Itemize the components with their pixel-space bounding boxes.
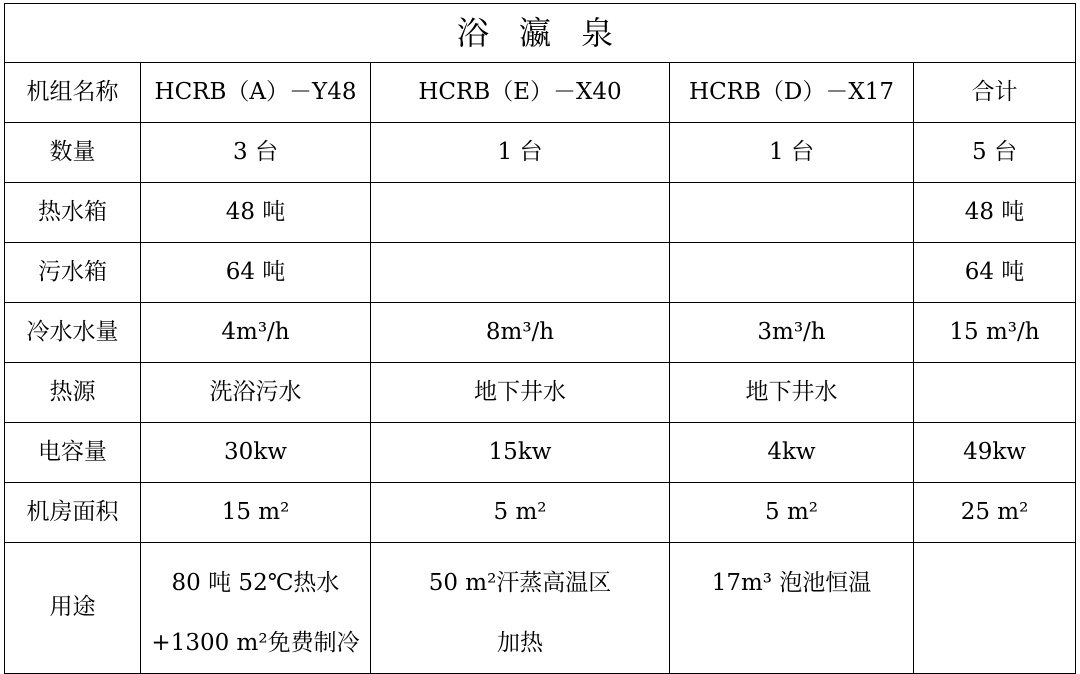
- row-label-heat-source: 热源: [5, 363, 141, 423]
- table-cell: 5 m²: [670, 483, 914, 543]
- header-cell-model-e: HCRB（E）－X40: [371, 63, 670, 123]
- table-cell: 30kw: [141, 423, 371, 483]
- table-cell: 1 台: [670, 123, 914, 183]
- row-label-machine-room-area: 机房面积: [5, 483, 141, 543]
- usage-a-line-2: +1300 m²免费制冷: [151, 630, 360, 656]
- row-label-cold-water-flow: 冷水水量: [5, 303, 141, 363]
- table-cell: 洗浴污水: [141, 363, 371, 423]
- title-row: [5, 4, 1076, 63]
- table-cell: 4kw: [670, 423, 914, 483]
- usage-d-line-1: 17m³ 泡池恒温: [711, 570, 872, 596]
- row-label-usage: 用途: [5, 543, 141, 674]
- row-label-quantity: 数量: [5, 123, 141, 183]
- usage-a-line-1: 80 吨 52℃热水: [171, 570, 340, 596]
- table-cell: 8m³/h: [371, 303, 670, 363]
- usage-cell-model-d: [670, 543, 914, 674]
- table-cell: 3 台: [141, 123, 371, 183]
- table-row: [5, 243, 1076, 303]
- table-cell: [670, 243, 914, 303]
- table-cell: 1 台: [371, 123, 670, 183]
- table-row: [5, 303, 1076, 363]
- table-row: [5, 423, 1076, 483]
- header-cell-unit-name: 机组名称: [5, 63, 141, 123]
- equipment-spec-table: [4, 3, 1076, 674]
- table-cell: 5 台: [914, 123, 1076, 183]
- row-label-hot-water-tank: 热水箱: [5, 183, 141, 243]
- table-cell: 49kw: [914, 423, 1076, 483]
- header-cell-model-a: HCRB（A）－Y48: [141, 63, 371, 123]
- table-row: [5, 363, 1076, 423]
- row-label-power-capacity: 电容量: [5, 423, 141, 483]
- table-cell: [371, 243, 670, 303]
- table-cell: 64 吨: [141, 243, 371, 303]
- usage-row: [5, 543, 1076, 674]
- table-row: [5, 123, 1076, 183]
- header-row: [5, 63, 1076, 123]
- table-cell: 地下井水: [670, 363, 914, 423]
- table-cell: 15 m³/h: [914, 303, 1076, 363]
- table-cell: 48 吨: [914, 183, 1076, 243]
- usage-e-line-2: 加热: [497, 630, 543, 656]
- table-cell: 64 吨: [914, 243, 1076, 303]
- table-row: [5, 183, 1076, 243]
- table-cell: 15kw: [371, 423, 670, 483]
- table-title: 浴 瀛 泉: [5, 4, 1076, 63]
- table-cell: [670, 183, 914, 243]
- table-cell: 48 吨: [141, 183, 371, 243]
- usage-e-line-1: 50 m²汗蒸高温区: [428, 570, 612, 596]
- row-label-waste-water-tank: 污水箱: [5, 243, 141, 303]
- table-cell: [914, 363, 1076, 423]
- table-cell: [371, 183, 670, 243]
- table-cell: 15 m²: [141, 483, 371, 543]
- header-cell-model-d: HCRB（D）－X17: [670, 63, 914, 123]
- header-cell-total: 合计: [914, 63, 1076, 123]
- usage-cell-model-a: [141, 543, 371, 674]
- usage-cell-model-e: [371, 543, 670, 674]
- table-cell: 4m³/h: [141, 303, 371, 363]
- table-cell: 地下井水: [371, 363, 670, 423]
- table-cell: 3m³/h: [670, 303, 914, 363]
- table-row: [5, 483, 1076, 543]
- table-cell: 25 m²: [914, 483, 1076, 543]
- table-cell: 5 m²: [371, 483, 670, 543]
- usage-cell-total: [914, 543, 1076, 674]
